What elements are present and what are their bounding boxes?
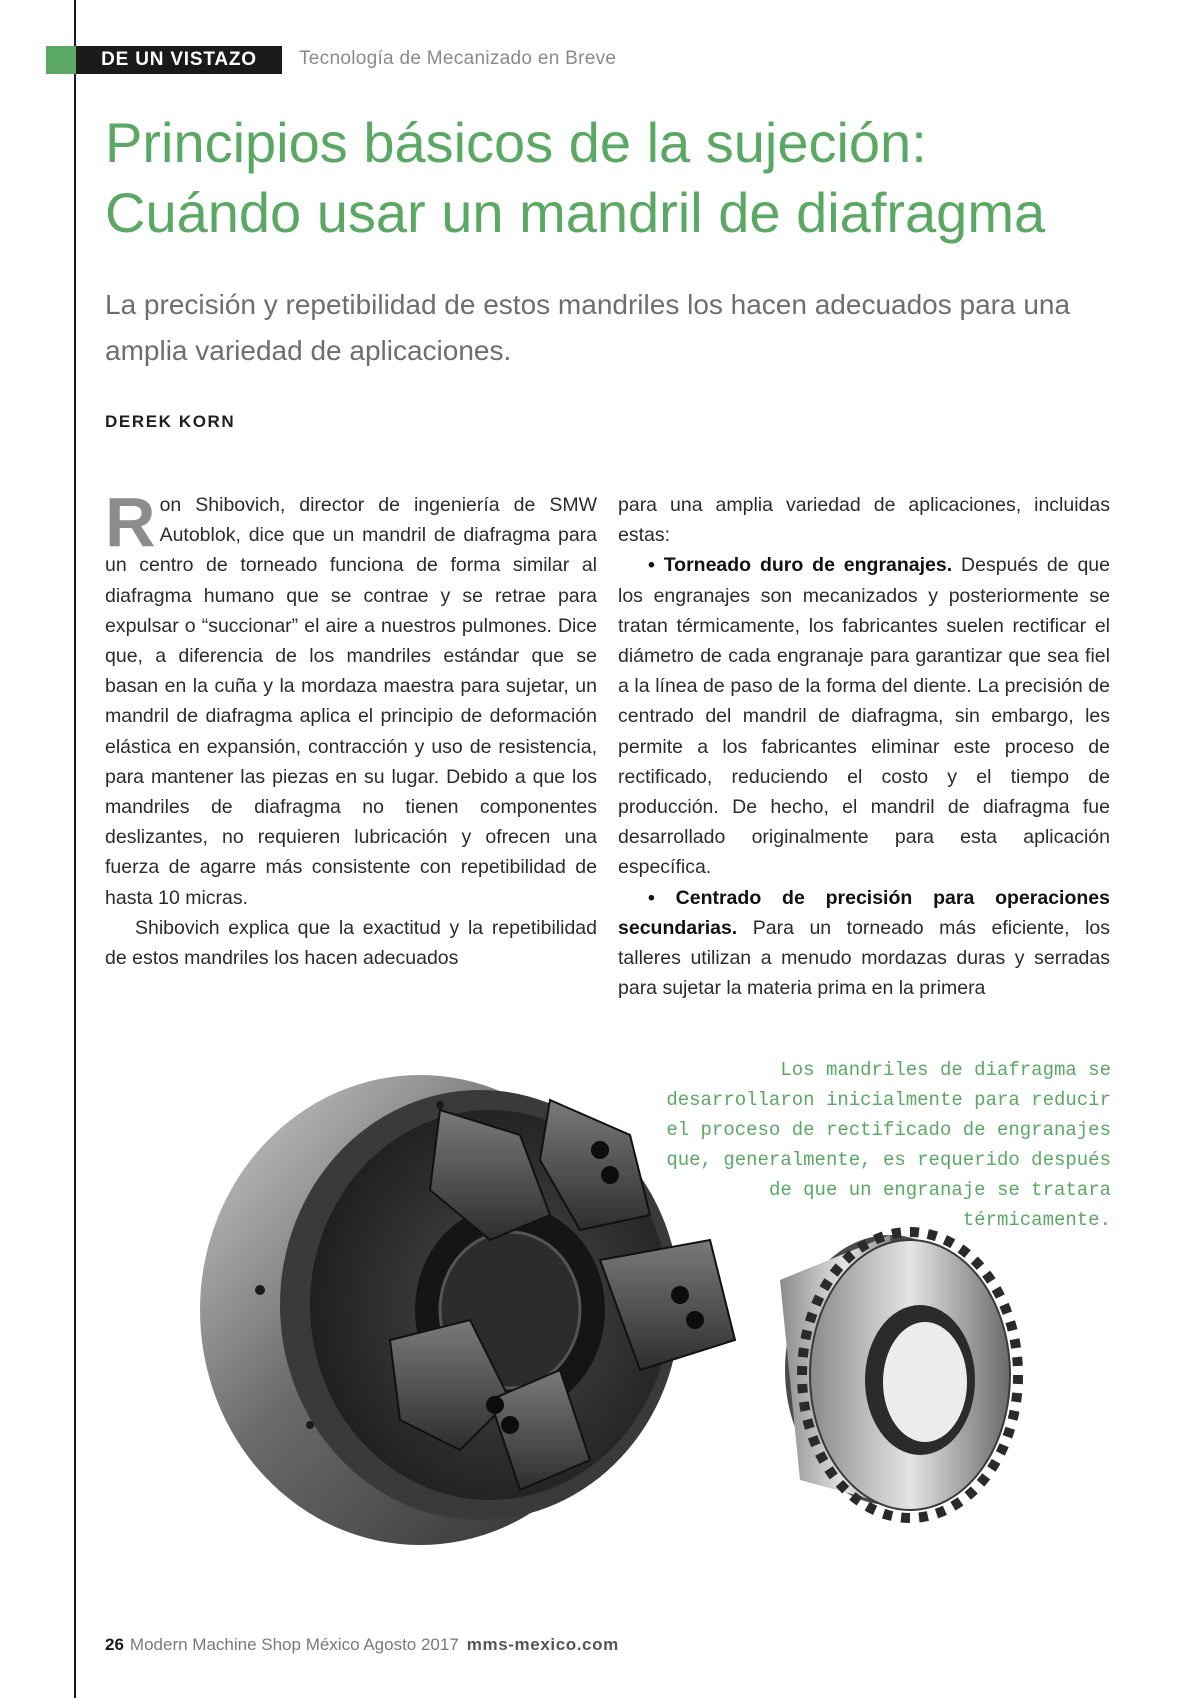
body-paragraph: para una amplia variedad de aplicaciones, incluidas estas: (618, 494, 1110, 547)
website-link[interactable]: mms-mexico.com (466, 1635, 619, 1654)
bullet-heading: • Centrado de precisión para operaciones secundarias. (618, 886, 1110, 939)
body-column-left (105, 483, 597, 973)
page-margin-rule (74, 0, 76, 1698)
publication-info: Modern Machine Shop México Agosto 2017 (129, 1635, 459, 1654)
section-label: DE UN VISTAZO (101, 49, 257, 70)
bullet-text: Para un torneado más eficiente, los talleres utilizan a menudo mordazas duras y serradas para sujetar la materia prima en la primera (618, 916, 1110, 1000)
body-paragraph (105, 483, 597, 913)
byline: DEREK KORN (105, 412, 236, 431)
title-line-2: Cuándo usar un mandril de diafragma (105, 181, 1046, 244)
figure-caption: Los mandriles de diafragma se desarrollaron inicialmente para reducir el proceso de rectificado de engranajes que, generalmente, es requerido después de que un engranaje se tratara térmicamente. (666, 1059, 1111, 1231)
page-number: 26 (105, 1635, 124, 1654)
bullet-heading: • Torneado duro de engranajes. (648, 554, 953, 577)
body-paragraph: Shibovich explica que la exactitud y la repetibilidad de estos mandriles los hacen adecuados (105, 916, 597, 970)
body-column-right (618, 490, 1110, 1003)
title-line-1: Principios básicos de la sujeción: (105, 111, 927, 174)
article-deck: La precisión y repetibilidad de estos mandriles los hacen adecuados para una amplia variedad de aplicaciones. (105, 289, 1071, 366)
page-footer (105, 1635, 619, 1655)
drop-cap: R (105, 483, 156, 561)
bullet-text: Después de que los engranajes son mecanizados y posteriormente se tratan térmicamente, los fabricantes suelen rectificar el diámetro de cada engranaje para garantizar que sea fiel a la línea de paso de la forma del diente. La precisión de centrado del mandril de diafragma, sin embargo, les permite a los fabricantes eliminar este proceso de rectificado, reduciendo el costo y el tiempo de producción. De hecho, el mandril de diafragma fue desarrollado originalmente para esta aplicación específica. (618, 554, 1110, 879)
article-title (105, 108, 1165, 248)
bullet-item (618, 883, 1110, 1004)
spur-gear (780, 1232, 1018, 1518)
bullet-item (618, 550, 1110, 882)
paragraph-text: on Shibovich, director de ingeniería de SMW Autoblok, dice que un mandril de diafragma para un centro de torneado funciona de forma similar al diafragma humano que se contrae y se retrae para expulsar o “succionar” el aire a nuestros pulmones. Dice que, a diferencia de los mandriles estándar que se basan en la cuña y la mordaza maestra para sujetar, un mandril de diafragma aplica el principio de deformación elástica en expansión, contracción y uso de resistencia, para mantener las piezas en su lugar. Debido a que los mandriles de diafragma no tienen componentes deslizantes, no requieren lubricación y ofrecen una fuerza de agarre más consistente con repetibilidad de hasta 10 micras. (105, 494, 597, 909)
section-subtitle: Tecnología de Mecanizado en Breve (299, 48, 617, 69)
section-tab (46, 46, 282, 74)
